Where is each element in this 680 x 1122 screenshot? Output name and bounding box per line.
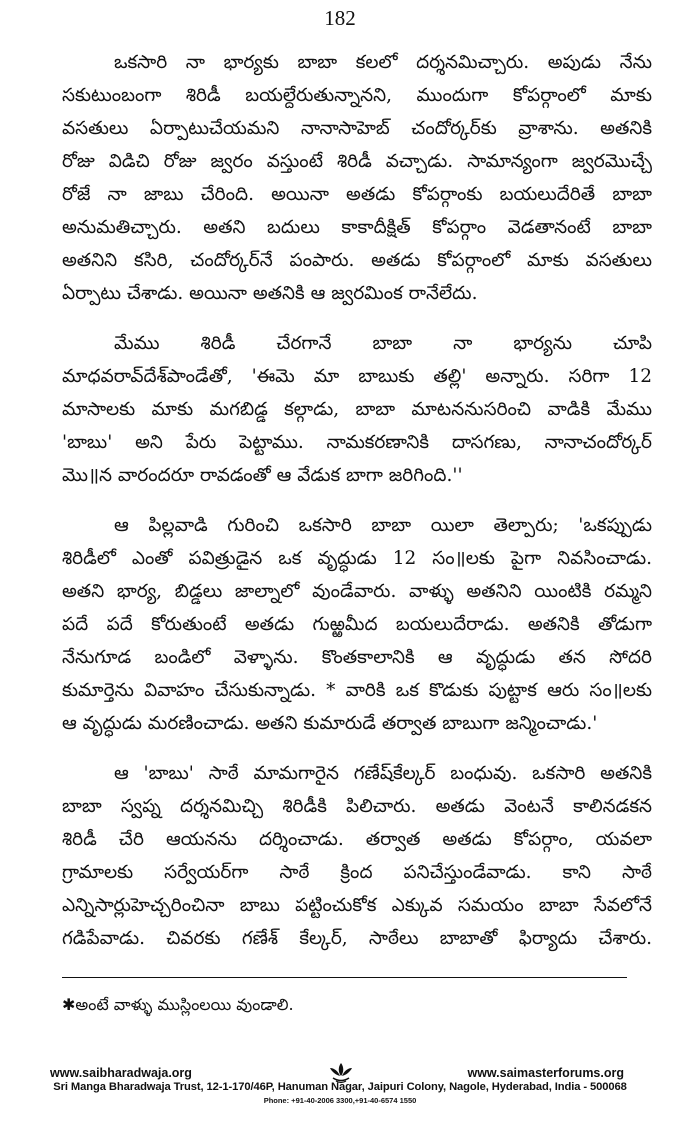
text-line: రోజు విడిచి రోజు జ్వరం వస్తుంటే శిరిడీ వచ్చాడు. సామాన్యంగా జ్వరమొచ్చే (62, 151, 652, 172)
text-line: కుమార్తెను వివాహం చేసుకున్నాడు. * వారికి ఒక కొడుకు పుట్టాక ఆరు సం॥లకు (62, 680, 652, 701)
footer-address: Sri Manga Bharadwaja Trust, 12-1-170/46P, Hanuman Nagar, Jaipuri Colony, Nagole, Hyderabad, India - 500068 (53, 1081, 627, 1093)
text-line: మాసాలకు మాకు మగబిడ్డ కల్గాడు, బాబా మాటననుసరించి వాడికి మేము (62, 399, 652, 420)
text-line: గ్రామాలకు సర్వేయర్‌గా సాఠే క్రింద పనిచేస్తుండేవాడు. కాని సాఠే (62, 862, 652, 883)
body-text (62, 46, 652, 972)
text-line: 'బాబు' అని పేరు పెట్టాము. నామకరణానికి దాసగణు, నానాచందోర్కర్ (62, 432, 652, 453)
text-line: శిరిడీలో ఎంతో పవిత్రుడైన ఒక వృద్ధుడు 12 సం॥లకు పైగా నివసించాడు. (62, 548, 652, 569)
text-line: పదే పదే కోరుతుంటే అతడు గుఱ్ఱమీద బయలుదేరాడు. అతనికి తోడుగా (62, 614, 652, 635)
text-line: అతనిని కసిరి, చందోర్కర్‌నే పంపారు. అతడు కోపర్గాంలో మాకు వసతులు (62, 250, 652, 271)
text-line: మాధవరావ్‌దేశ్‌పాండేతో, 'ఈమె మా బాబుకు తల్లి' అన్నారు. సరిగా 12 (62, 366, 652, 387)
text-line: ఏర్పాటు చేశాడు. అయినా అతనికి ఆ జ్వరమింక రానేలేదు. (62, 283, 478, 304)
paragraph-4 (62, 757, 652, 955)
text-line: వసతులు ఏర్పాటుచేయమని నానాసాహెబ్ చందోర్కర్‌కు వ్రాశాను. అతనికి (62, 118, 652, 139)
text-line: మేము శిరిడీ చేరగానే బాబా నా భార్యను చూపి (114, 333, 652, 354)
page-footer (40, 1066, 640, 1120)
footer-url-left[interactable]: www.saibharadwaja.org (50, 1066, 192, 1080)
text-line: నేనుగూడ బండిలో వెళ్ళాను. కొంతకాలానికి ఆ వృద్ధుడు తన సోదరి (62, 647, 652, 668)
text-line: ఆ 'బాబు' సాఠే మామగారైన గణేష్‌కేల్కర్ బంధువు. ఒకసారి అతనికి (114, 763, 652, 784)
footer-url-right[interactable]: www.saimasterforums.org (467, 1066, 624, 1080)
footnote-divider (62, 977, 627, 978)
text-line: ఒకసారి నా భార్యకు బాబా కలలో దర్శనమిచ్చారు. అపుడు నేను (114, 52, 652, 73)
text-line: ఆ వృద్ధుడు మరణించాడు. అతని కుమారుడే తర్వాత బాబుగా జన్మించాడు.' (62, 713, 598, 734)
paragraph-1 (62, 46, 652, 310)
paragraph-3 (62, 509, 652, 740)
text-line: సకుటుంబంగా శిరిడీ బయల్దేరుతున్నానని, ముందుగా కోపర్గాంలో మాకు (62, 85, 652, 106)
text-line: శిరిడీ చేరి ఆయనను దర్శించాడు. తర్వాత అతడు కోపర్గాం, యవలా (62, 829, 652, 850)
paragraph-2 (62, 327, 652, 492)
text-line: బాబా స్వప్న దర్శనమిచ్చి శిరిడీకి పిలిచారు. అతడు వెంటనే కాలినడకన (62, 796, 652, 817)
text-line: అనుమతిచ్చారు. అతని బదులు కాకాదీక్షిత్ కోపర్గాం వెడతానంటే బాబా (62, 217, 652, 238)
page-number: 182 (324, 6, 356, 30)
footnote: ✱అంటే వాళ్ళు ముస్లింలయి వుండాలి. (62, 995, 294, 1014)
text-line: ఎన్నిసార్లుహెచ్చరించినా బాబు పట్టించుకోక ఎక్కువ సమయం బాబా సేవలోనే (62, 895, 652, 916)
text-line: మొ॥న వారందరూ రావడంతో ఆ వేడుక బాగా జరిగింది.'' (62, 465, 463, 486)
text-line: రోజే నా జాబు చేరింది. అయినా అతడు కోపర్గాంకు బయలుదేరితే బాబా (62, 184, 652, 205)
text-line: గడిపేవాడు. చివరకు గణేశ్ కేల్కర్, సాఠేలు బాబాతో ఫిర్యాదు చేశారు. (62, 928, 652, 949)
text-line: అతని భార్య, బిడ్డలు జాల్నాలో వుండేవారు. వాళ్ళు అతనిని యింటికి రమ్మని (62, 581, 652, 602)
text-line: ఆ పిల్లవాడి గురించి ఒకసారి బాబా యిలా తెల్పారు; 'ఒకప్పుడు (114, 515, 652, 536)
footer-phone: Phone: +91-40-2006 3300,+91-40-6574 1550 (263, 1096, 417, 1105)
